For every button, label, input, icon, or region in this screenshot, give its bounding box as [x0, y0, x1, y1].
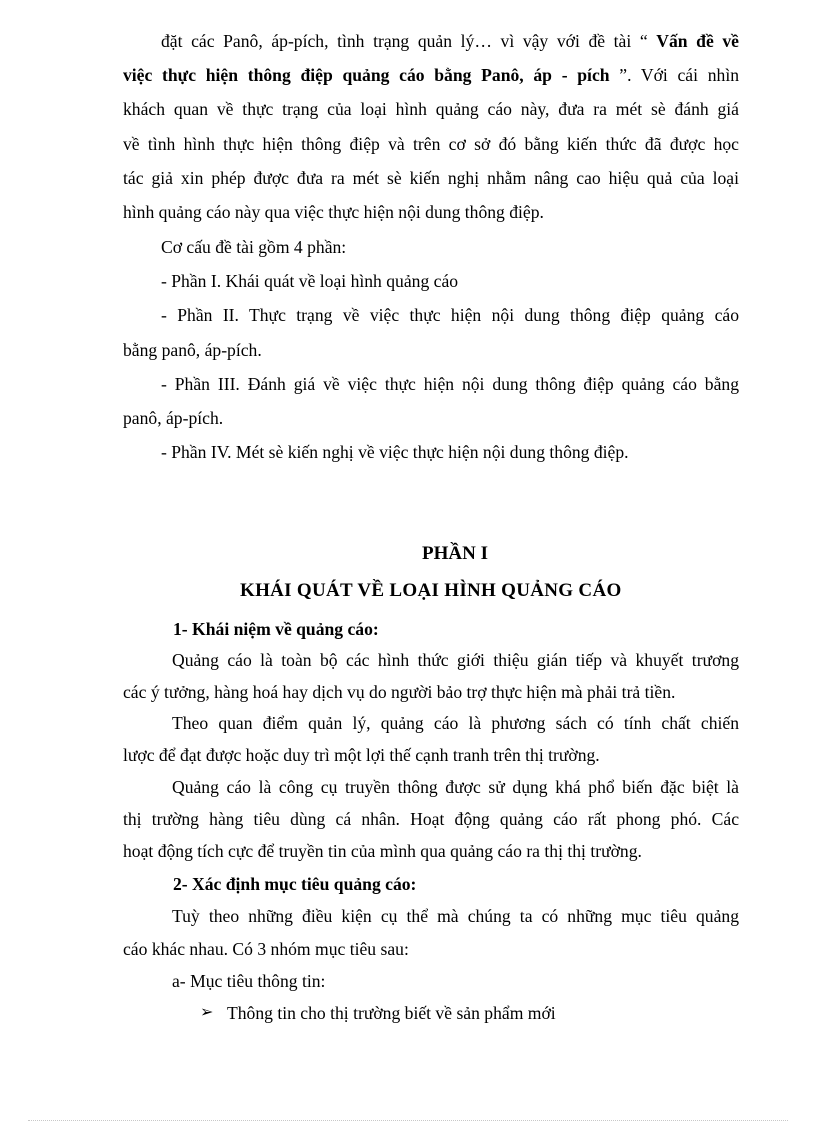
intro-text: đặt các Panô, áp-pích, tình trạng quản lý… vì vậy với đề tài “	[161, 31, 657, 51]
bullet-arrow-icon: ➢	[200, 1004, 214, 1021]
structure-title: Cơ cấu đề tài gồm 4 phần:	[161, 237, 347, 257]
bullet-item: Thông tin cho thị trường biết về sản phẩm mới	[227, 1003, 556, 1023]
section-2-para-1-cont: cáo khác nhau. Có 3 nhóm mục tiêu sau:	[123, 939, 409, 959]
section-1-para-3: Quảng cáo là công cụ truyền thông được sử dụng khá phổ biến đặc biệt là	[172, 777, 739, 797]
intro-text: ”. Với cái nhìn	[609, 65, 739, 85]
structure-part-2-cont: bằng panô, áp-pích.	[123, 340, 262, 360]
section-2-title: 2- Xác định mục tiêu quảng cáo:	[173, 874, 417, 894]
structure-part-3: - Phần III. Đánh giá về việc thực hiện nội dung thông điệp quảng cáo bằng	[161, 374, 739, 394]
structure-part-2: - Phần II. Thực trạng về việc thực hiện nội dung thông điệp quảng cáo	[161, 305, 739, 325]
structure-part-3-cont: panô, áp-pích.	[123, 408, 224, 428]
structure-part-4: - Phần IV. Mét sè kiến nghị về việc thực hiện nội dung thông điệp.	[161, 442, 629, 462]
intro-line-4: về tình hình thực hiện thông điệp và trên cơ sở đó bằng kiến thức đã được học	[123, 134, 739, 154]
part-heading: PHẦN I	[422, 543, 488, 564]
section-1-para-2: Theo quan điểm quản lý, quảng cáo là phương sách có tính chất chiến	[172, 713, 739, 733]
intro-line-3: khách quan về thực trạng của loại hình quảng cáo này, đưa ra mét sè đánh giá	[123, 99, 739, 119]
section-1-para-1: Quảng cáo là toàn bộ các hình thức giới thiệu gián tiếp và khuyết trương	[172, 650, 739, 670]
section-1-para-3-end: hoạt động tích cực để truyền tin của mình qua quảng cáo ra thị thị trường.	[123, 841, 642, 861]
section-1-para-1-cont: các ý tưởng, hàng hoá hay dịch vụ do người bảo trợ thực hiện mà phải trả tiền.	[123, 682, 676, 702]
section-2-para-1: Tuỳ theo những điều kiện cụ thể mà chúng ta có những mục tiêu quảng	[172, 906, 739, 926]
part-subheading: KHÁI QUÁT VỀ LOẠI HÌNH QUẢNG CÁO	[240, 580, 622, 601]
section-1-title: 1- Khái niệm về quảng cáo:	[173, 619, 379, 639]
section-1-para-3-cont: thị trường hàng tiêu dùng cá nhân. Hoạt động quảng cáo rất phong phó. Các	[123, 809, 739, 829]
structure-part-1: - Phần I. Khái quát về loại hình quảng cáo	[161, 271, 459, 291]
intro-line-5: tác giả xin phép được đưa ra mét sè kiến nghị nhằm nâng cao hiệu quả của loại	[123, 168, 739, 188]
intro-line-2	[123, 64, 739, 86]
topic-title-part-2: việc thực hiện thông điệp quảng cáo bằng Panô, áp - pích	[123, 65, 610, 85]
intro-line-6: hình quảng cáo này qua việc thực hiện nội dung thông điệp.	[123, 202, 544, 222]
section-2-subheading-a: a- Mục tiêu thông tin:	[172, 971, 326, 991]
page-bottom-divider	[28, 1120, 788, 1121]
topic-title-part-1: Vấn đề về	[656, 31, 739, 51]
section-1-para-2-cont: lược để đạt được hoặc duy trì một lợi thế cạnh tranh trên thị trường.	[123, 745, 600, 765]
intro-line-1	[161, 30, 739, 52]
